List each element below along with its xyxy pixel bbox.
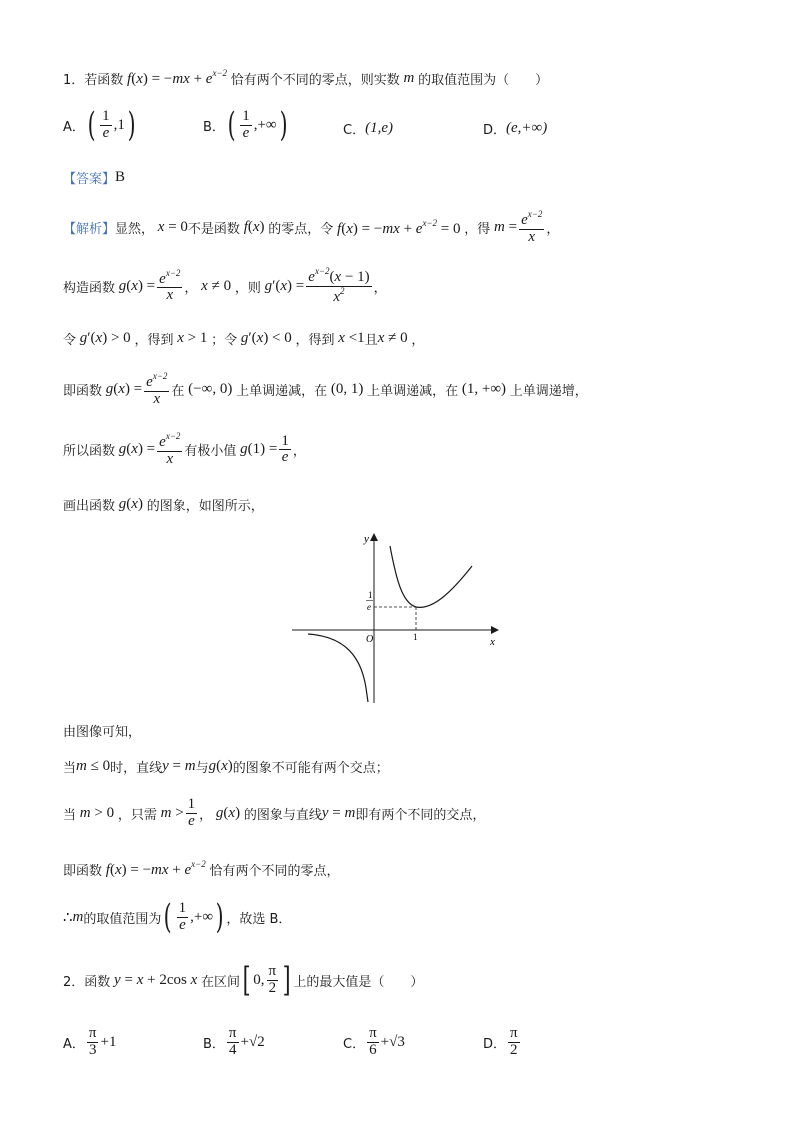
curve-left-branch	[308, 634, 368, 702]
analysis-line-10: 即函数 $f(x) = -mx + e^{x-2}$ 恰有两个不同的零点，	[63, 859, 340, 879]
x-axis-label: x	[490, 636, 495, 648]
q1-option-c[interactable]: C． (1,e)	[343, 120, 393, 138]
answer-value: B	[115, 169, 126, 185]
q2-function: y = x + 2cos x	[110, 971, 201, 988]
analysis-line-6: 画出函数 g(x) 的图象，如图所示，	[63, 496, 264, 514]
x-tick-1: 1	[413, 632, 418, 642]
q2-option-d[interactable]: D． $\frac{\pi}{2}$	[483, 1025, 518, 1058]
analysis-line-1: 【解析】 显然， x = 0 不是函数 f(x) 的零点，令 $f(x) = -mx + e^{x-2} = 0$ ，得 m = $\frac{e^{x-2}}{x}$ ，	[63, 209, 560, 245]
q1-number: 1．	[63, 72, 85, 88]
y-tick-num: 1	[368, 590, 373, 600]
q1-function: $f(x) = -mx + e^{x-2}$	[123, 68, 228, 87]
q1-option-d[interactable]: D． (e,+∞)	[483, 120, 548, 138]
q1-option-b[interactable]: B． ( $\frac{1}{e}$ ,+∞ )	[203, 105, 288, 145]
answer-tag: 【答案】	[63, 172, 116, 187]
q2-option-a[interactable]: A． $\frac{\pi}{3}$ +1	[63, 1025, 117, 1058]
analysis-line-2: 构造函数 g(x) = $\frac{e^{x-2}}{x}$ ， x ≠ 0 ，则 g′(x) = $\frac{e^{x-2}(x - 1)}{x^2}$ ，	[63, 266, 387, 305]
curve-right-branch	[390, 546, 472, 607]
analysis-tag: 【解析】	[63, 222, 116, 238]
q2-number: 2．	[63, 974, 85, 990]
answer-line	[63, 168, 125, 187]
analysis-line-4: 即函数 g(x) = $\frac{e^{x-2}}{x}$ 在 (−∞, 0) 上单调递减，在 (0, 1) 上单调递减，在 (1, +∞) 上单调递增，	[63, 371, 588, 407]
analysis-line-5: 所以函数 g(x) = $\frac{e^{x-2}}{x}$ 有极小值 g(1) = $\frac{1}{e}$ ，	[63, 431, 306, 467]
q2-option-c[interactable]: C． $\frac{\pi}{6}$ +√3	[343, 1025, 405, 1058]
function-graph	[280, 528, 510, 708]
q2-option-b[interactable]: B． $\frac{\pi}{4}$ +√2	[203, 1025, 265, 1058]
analysis-line-9: 当 m > 0 ，只需 m > $\frac{1}{e}$ ， g(x) 的图象与直线 y = m 即有两个不同的交点，	[63, 796, 486, 829]
analysis-line-11: ∴ m 的取值范围为 ( $\frac{1}{e}$ ,+∞ ) ，故选 B．	[63, 897, 292, 937]
y-tick-den: e	[367, 602, 371, 612]
q2-stem: 2． 函数 y = x + 2cos x 在区间 [ 0, $\frac{\pi}{2}$ ] 上的最大值是（ ）	[63, 960, 424, 1000]
q1-stem: 1． 若函数 $f(x) = -mx + e^{x-2}$ 恰有两个不同的零点，则实数 m 的取值范围为（ ）	[63, 68, 549, 88]
y-axis-label: y	[364, 533, 369, 545]
analysis-line-8: 当 m ≤ 0 时，直线 y = m 与 g(x) 的图象不可能有两个交点；	[63, 758, 389, 776]
q1-option-a[interactable]: A． ( $\frac{1}{e}$ ,1 )	[63, 105, 136, 145]
analysis-line-7: 由图像可知，	[63, 725, 142, 740]
analysis-line-3: 令 g′(x) > 0 ，得到 x > 1 ；令 g′(x) < 0 ，得到 x <1 且 x ≠ 0 ，	[63, 330, 425, 348]
origin-label: O	[366, 634, 374, 645]
